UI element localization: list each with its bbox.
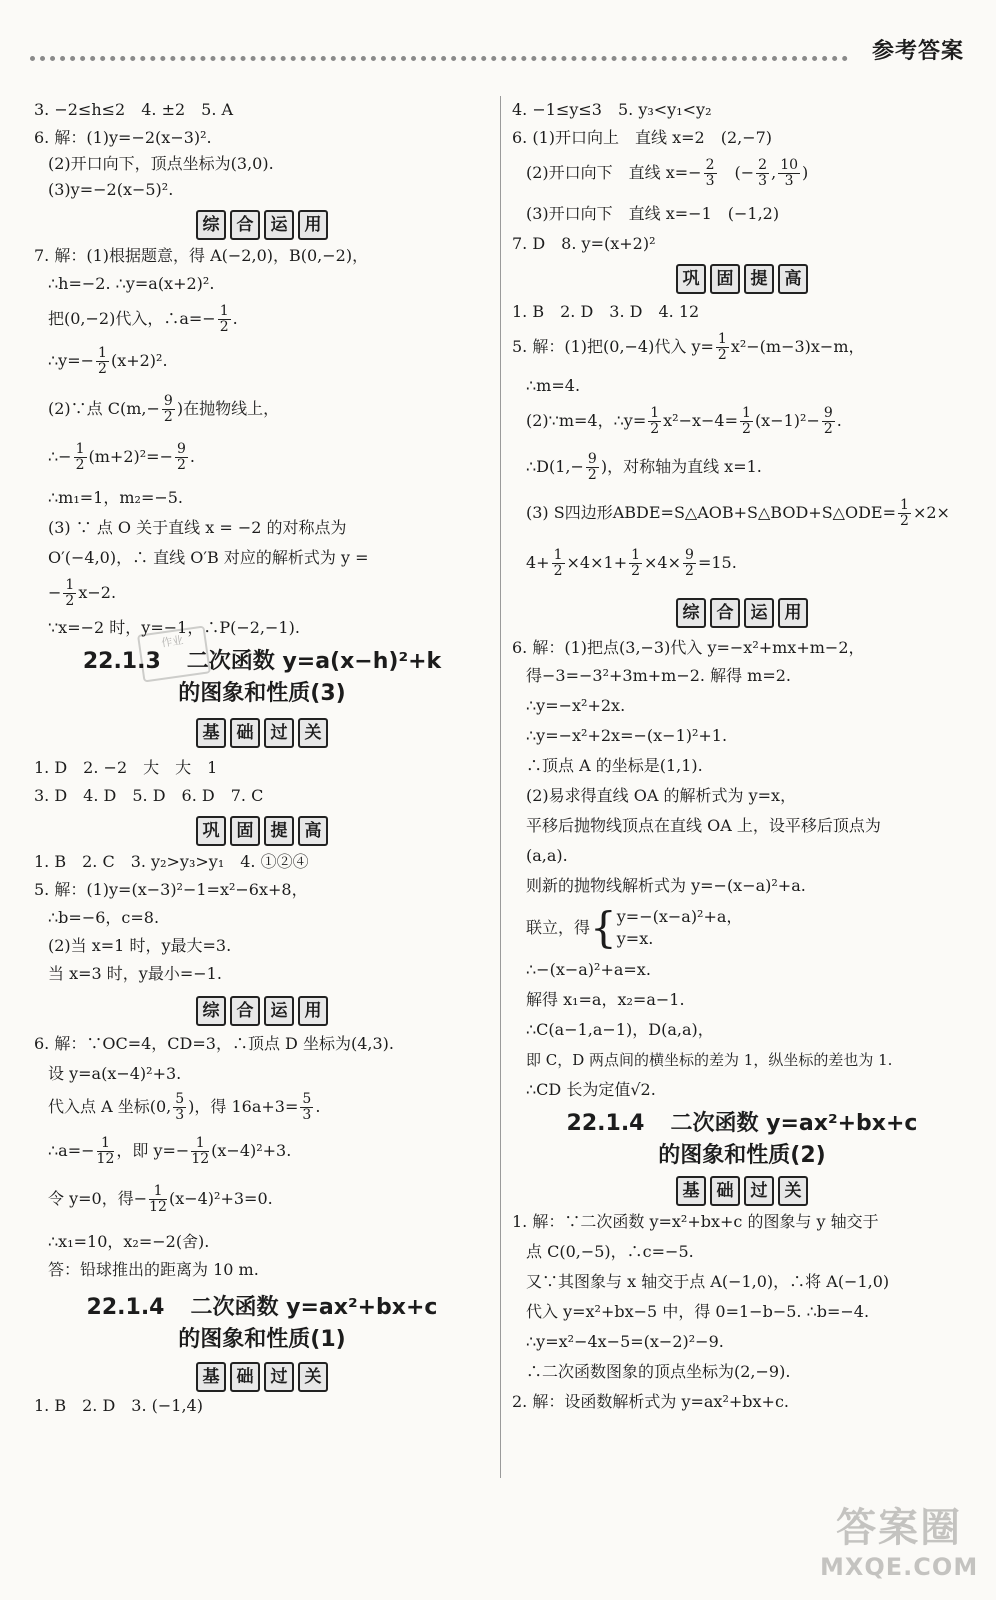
answer-line: ∴h=−2. ∴y=a(x+2)². [48,274,215,293]
banner-char: 过 [744,1176,774,1206]
answer-line: 1. B 2. C 3. y₂>y₃>y₁ 4. ①②④ [34,852,309,871]
section-banner-gonggu [34,816,490,852]
answer-line: 3. −2≤h≤2 4. ±2 5. A [34,100,234,119]
section-title: 22.1.4 二次函数 y=ax²+bx+c [566,1111,918,1136]
answer-line: (3) S四边形ABDE=S△AOB+S△BOD+S△ODE= $\frac{1}{2}$ ×2× [526,497,950,529]
section-banner-jichu [512,1176,972,1212]
answer-line: ∴− $\frac{1}{2}$ (m+2)²=− $\frac{9}{2}$ . [48,441,195,473]
answer-line: (3)y=−2(x−5)². [48,180,174,199]
section-subtitle: 的图象和性质(1) [178,1327,346,1352]
answer-line: ∴x₁=10，x₂=−2(舍). [48,1232,210,1251]
banner-char: 基 [196,718,226,748]
answer-line: 解得 x₁=a，x₂=a−1. [526,990,685,1009]
banner-char: 提 [744,264,774,294]
answer-line: 1. D 2. −2 大 大 1 [34,758,218,777]
answer-line: 5. 解：(1)y=(x−3)²−1=x²−6x+8， [34,880,308,899]
banner-char: 用 [298,210,328,240]
answer-line: 1. 解：∵二次函数 y=x²+bx+c 的图象与 y 轴交于 [512,1212,879,1231]
section-banner-jichu [34,1362,490,1396]
answer-line: 联立，得{ y=−(x−a)²+a， y=x. [526,903,743,952]
banner-char: 合 [230,210,260,240]
banner-char: 关 [298,1362,328,1392]
column-divider [500,96,501,1478]
answer-line: (3)开口向下 直线 x=−1 (−1,2) [526,204,780,223]
answer-line: ∴y=−x²+2x. [526,696,626,715]
banner-char: 合 [230,996,260,1026]
answer-line: 当 x=3 时，y最小=−1. [48,964,222,983]
answer-line: (a,a). [526,846,568,865]
section-banner-zonghe [34,210,490,246]
section-title: 22.1.3 二次函数 y=a(x−h)²+k [82,649,442,674]
header-rule [30,56,848,61]
page-header-title: 参考答案 [871,39,964,64]
answer-line: 6. 解：(1)把点(3,−3)代入 y=−x²+mx+m−2， [512,638,865,657]
banner-char: 高 [298,816,328,846]
answer-line: ∴m=4. [526,376,581,395]
answer-line: 令 y=0，得− $\frac{1}{12}$ (x−4)²+3=0. [48,1183,273,1215]
answer-line: ∴m₁=1，m₂=−5. [48,488,184,507]
answer-line: 设 y=a(x−4)²+3. [48,1064,182,1083]
banner-char: 用 [778,598,808,628]
answer-line: (2)开口向下，顶点坐标为(3,0). [48,154,274,173]
section-banner-gonggu [512,264,972,302]
answer-line: ∴y=−x²+2x=−(x−1)²+1. [526,726,728,745]
left-column [34,100,490,1422]
answer-line: 2. 解：设函数解析式为 y=ax²+bx+c. [512,1392,789,1411]
answer-line: 6. 解：(1)y=−2(x−3)². [34,128,212,147]
banner-char: 础 [230,1362,260,1392]
answer-line: (3) ∵ 点 O 关于直线 x = −2 的对称点为 [48,518,347,537]
answer-line: 又∵其图象与 x 轴交于点 A(−1,0)，∴将 A(−1,0) [526,1272,890,1291]
banner-char: 提 [264,816,294,846]
answer-line: ∴C(a−1,a−1)，D(a,a)， [526,1020,714,1039]
answer-line: (2)∵点 C(m,− $\frac{9}{2}$ )在抛物线上， [48,393,280,425]
banner-char: 合 [710,598,740,628]
answer-line: (2)开口向下 直线 x=− $\frac{2}{3}$ (− $\frac{2}{3}$ , $\frac{10}{3}$ ) [526,157,809,189]
banner-char: 基 [676,1176,706,1206]
right-column [512,100,972,1420]
section-subtitle: 的图象和性质(2) [658,1143,826,1168]
banner-char: 高 [778,264,808,294]
answer-line: 6. 解：∵OC=4，CD=3，∴顶点 D 坐标为(4,3). [34,1034,394,1053]
answer-line: ∴二次函数图象的顶点坐标为(2,−9). [526,1362,791,1381]
answer-line: ∴−(x−a)²+a=x. [526,960,651,979]
answer-line: (2)当 x=1 时，y最大=3. [48,936,232,955]
banner-char: 固 [710,264,740,294]
answer-line: 1. B 2. D 3. D 4. 12 [512,302,700,321]
answer-line: 点 C(0,−5)，∴c=−5. [526,1242,694,1261]
banner-char: 关 [298,718,328,748]
answer-line: ∴顶点 A 的坐标是(1,1). [526,756,703,775]
answer-line: 则新的抛物线解析式为 y=−(x−a)²+a. [526,876,806,895]
answer-line: 4. −1≤y≤3 5. y₃<y₁<y₂ [512,100,712,119]
banner-char: 综 [196,210,226,240]
banner-char: 运 [264,996,294,1026]
section-banner-zonghe [512,598,972,638]
answer-line: (2)∵m=4，∴y= $\frac{1}{2}$ x²−x−4= $\frac{1}{2}$ (x−1)²− $\frac{9}{2}$ . [526,405,842,437]
answer-line: 答：铅球推出的距离为 10 m. [48,1260,259,1279]
answer-line: 1. B 2. D 3. (−1,4) [34,1396,203,1415]
banner-char: 用 [298,996,328,1026]
answer-line: 平移后抛物线顶点在直线 OA 上，设平移后顶点为 [526,816,881,835]
answer-line: 7. D 8. y=(x+2)² [512,234,656,253]
banner-char: 础 [710,1176,740,1206]
banner-char: 综 [676,598,706,628]
section-title: 22.1.4 二次函数 y=ax²+bx+c [86,1295,438,1320]
answer-line: − $\frac{1}{2}$ x−2. [48,577,117,609]
banner-char: 综 [196,996,226,1026]
answer-line: 代入 y=x²+bx−5 中，得 0=1−b−5. ∴b=−4. [526,1302,870,1321]
banner-char: 础 [230,718,260,748]
banner-char: 固 [230,816,260,846]
banner-char: 巩 [676,264,706,294]
answer-line: 4+ $\frac{1}{2}$ ×4×1+ $\frac{1}{2}$ ×4× $\frac{9}{2}$ =15. [526,547,737,579]
answer-line: ∴a=− $\frac{1}{12}$ ，即 y=− $\frac{1}{12}$ (x−4)²+3. [48,1135,292,1167]
answer-line: ∴y=− $\frac{1}{2}$ (x+2)². [48,345,168,377]
answer-line: 代入点 A 坐标(0, $\frac{5}{3}$ )，得 16a+3= $\frac{5}{3}$ . [48,1091,321,1123]
answer-line: ∴y=x²−4x−5=(x−2)²−9. [526,1332,724,1351]
section-banner-zonghe [34,996,490,1034]
banner-char: 过 [264,1362,294,1392]
answer-line: 即 C，D 两点间的横坐标的差为 1，纵坐标的差也为 1. [526,1051,893,1069]
banner-char: 运 [264,210,294,240]
answer-line: O′(−4,0)，∴ 直线 O′B 对应的解析式为 y = [48,548,369,567]
answer-line: 6. (1)开口向上 直线 x=2 (2,−7) [512,128,773,147]
answer-line: ∵x=−2 时，y=−1，∴P(−2,−1). [48,618,300,637]
answer-line: ∴b=−6，c=8. [48,908,160,927]
site-watermark-logo: 答案圈 MXQE.COM [820,1505,979,1581]
answer-line: 7. 解：(1)根据题意，得 A(−2,0)，B(0,−2)， [34,246,369,265]
answer-line: ∴D(1,− $\frac{9}{2}$ )，对称轴为直线 x=1. [526,451,762,483]
banner-char: 过 [264,718,294,748]
section-banner-jichu [34,718,490,758]
section-subtitle: 的图象和性质(3) [178,681,346,706]
banner-char: 巩 [196,816,226,846]
banner-char: 运 [744,598,774,628]
answer-line: 把(0,−2)代入，∴a=− $\frac{1}{2}$ . [48,303,238,335]
homework-stamp: 作业 [137,626,211,683]
banner-char: 基 [196,1362,226,1392]
banner-char: 关 [778,1176,808,1206]
answer-line: 得−3=−3²+3m+m−2. 解得 m=2. [526,666,792,685]
answer-line: ∴CD 长为定值√2. [526,1080,656,1099]
answer-line: (2)易求得直线 OA 的解析式为 y=x， [526,786,797,805]
answer-line: 5. 解：(1)把(0,−4)代入 y= $\frac{1}{2}$ x²−(m−3)x−m， [512,331,865,363]
answer-line: 3. D 4. D 5. D 6. D 7. C [34,786,264,805]
